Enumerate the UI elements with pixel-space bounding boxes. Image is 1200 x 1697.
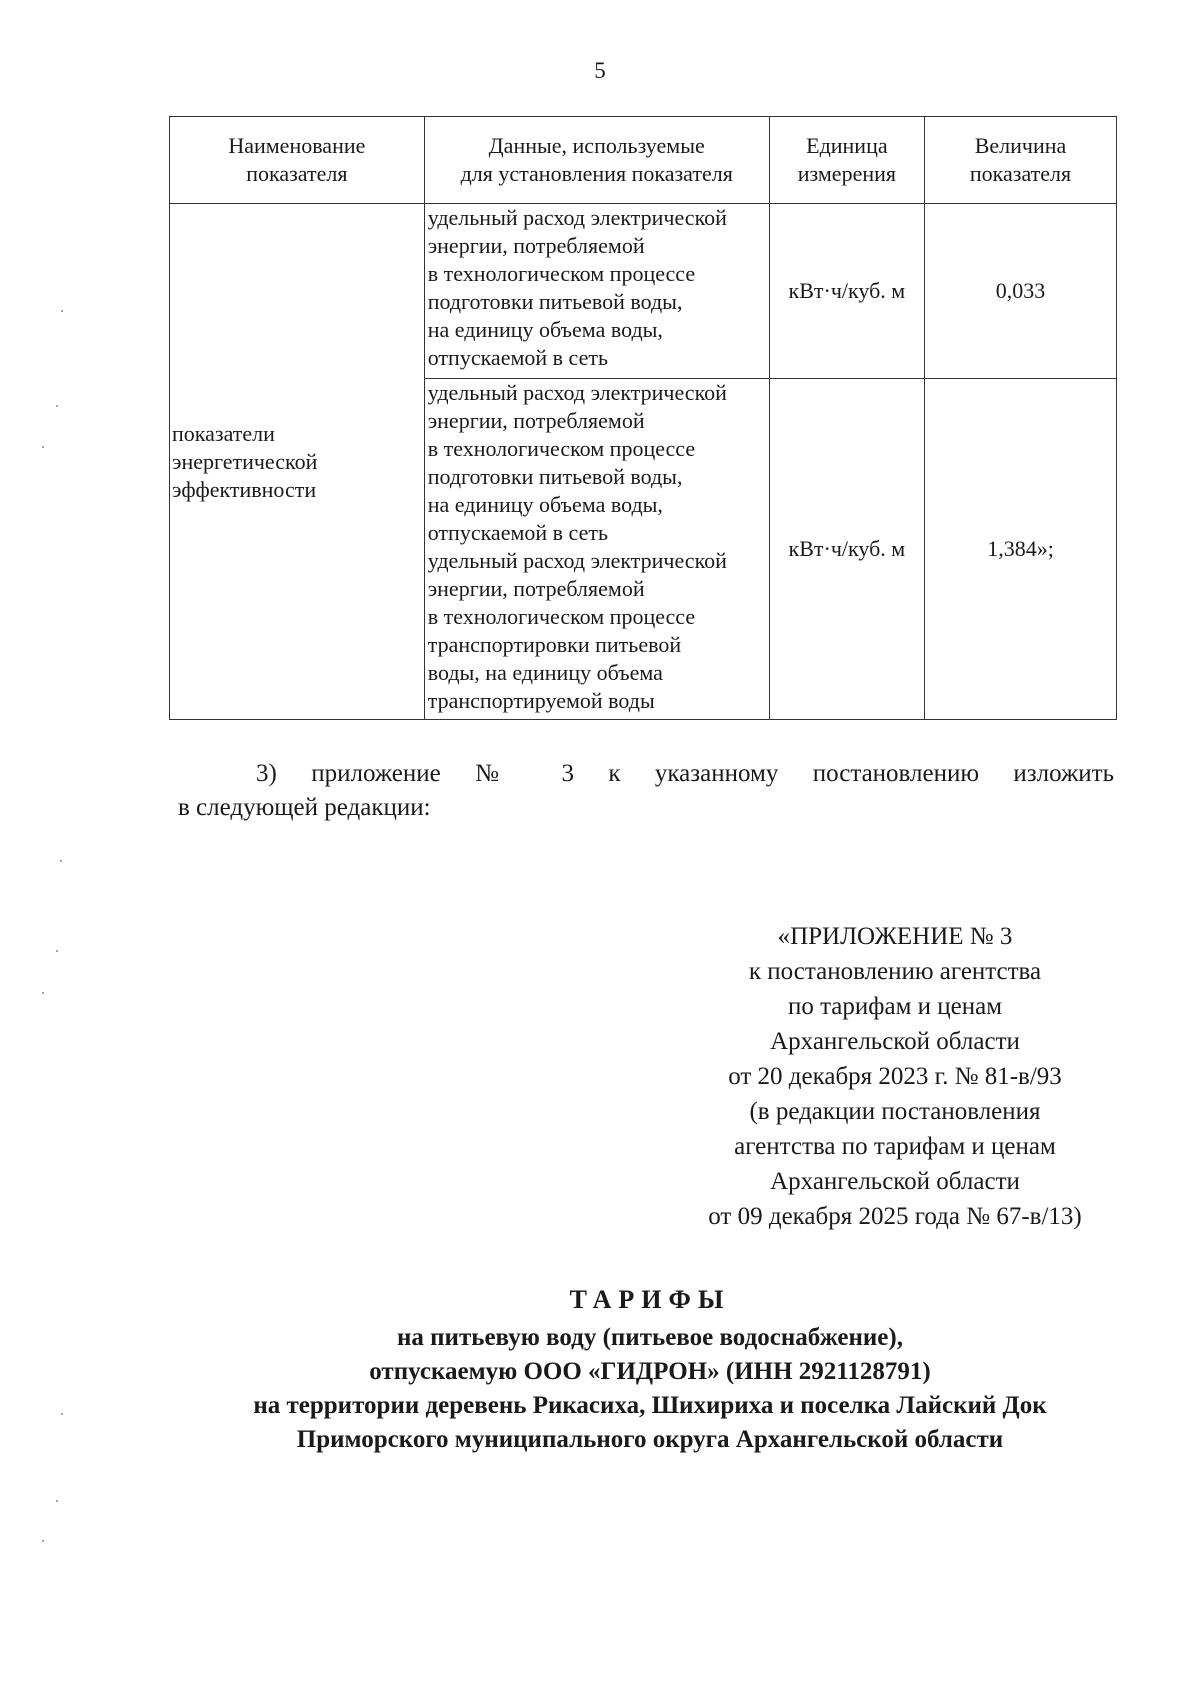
table-header-row (170, 117, 1117, 204)
unit-cell: кВт·ч/куб. м (769, 204, 924, 379)
scan-speck (42, 446, 44, 448)
header-source-data: Данные, используемые для установления показателя (424, 117, 769, 204)
indicator-group-cell: показатели энергетической эффективности (170, 204, 425, 720)
unit-cell: кВт·ч/куб. м (769, 379, 924, 720)
header-indicator-name: Наименование показателя (170, 117, 425, 204)
scan-speck (61, 1413, 63, 1415)
tariffs-title (0, 1283, 1200, 1457)
appendix-line: от 09 декабря 2025 года № 67-в/13) (708, 1203, 1082, 1230)
scan-speck (61, 310, 63, 312)
amendment-paragraph (178, 757, 1114, 825)
header-unit: Единица измерения (769, 117, 924, 204)
scan-speck (60, 860, 62, 862)
header-value: Величина показателя (925, 117, 1117, 204)
scan-speck (56, 950, 58, 952)
title-line: Приморского муниципального округа Архангельской области (296, 1426, 1004, 1453)
appendix-line: Архангельской области (770, 1168, 1020, 1195)
appendix-line: агентства по тарифам и ценам (734, 1133, 1056, 1160)
appendix-line: к постановлению агентства (748, 958, 1042, 985)
indicators-table (169, 116, 1117, 720)
title-line: на питьевую воду (питьевое водоснабжение), (397, 1324, 903, 1351)
appendix-header (660, 919, 1130, 1234)
scan-speck (42, 1540, 44, 1542)
appendix-line: (в редакции постановления (749, 1098, 1041, 1125)
title-line: отпускаемую ООО «ГИДРОН» (ИНН 2921128791) (369, 1358, 931, 1385)
title-line: на территории деревень Рикасиха, Шихириха и поселка Лайский Док (253, 1392, 1047, 1419)
page-number: 5 (594, 58, 606, 83)
scan-speck (56, 1500, 58, 1502)
scan-speck (56, 405, 58, 407)
appendix-line: по тарифам и ценам (787, 993, 1003, 1020)
appendix-line: Архангельской области (770, 1028, 1020, 1055)
table-row (170, 204, 1117, 379)
value-cell: 0,033 (925, 204, 1117, 379)
title-main: ТАРИФЫ (569, 1285, 731, 1314)
appendix-line: от 20 декабря 2023 г. № 81-в/93 (728, 1063, 1062, 1090)
scan-speck (42, 992, 44, 994)
value-cell: 1,384»; (925, 379, 1117, 720)
paragraph-line: 3) приложение № 3 к указанному постановлению изложить (256, 760, 1114, 787)
source-data-cell: удельный расход электрической энергии, потребляемой в технологическом процессе подготовки питьевой воды, на единицу объема воды, отпускаемой в сеть (424, 204, 769, 379)
source-data-cell: удельный расход электрической энергии, потребляемой в технологическом процессе подготовки питьевой воды, на единицу объема воды, отпускаемой в сеть удельный расход электрической энергии, потребляемой в технологическом процессе транспортировки питьевой воды, на единицу объема транспортируемой воды (424, 379, 769, 720)
paragraph-line: в следующей редакции: (178, 794, 431, 821)
appendix-line: «ПРИЛОЖЕНИЕ № 3 (777, 923, 1013, 950)
